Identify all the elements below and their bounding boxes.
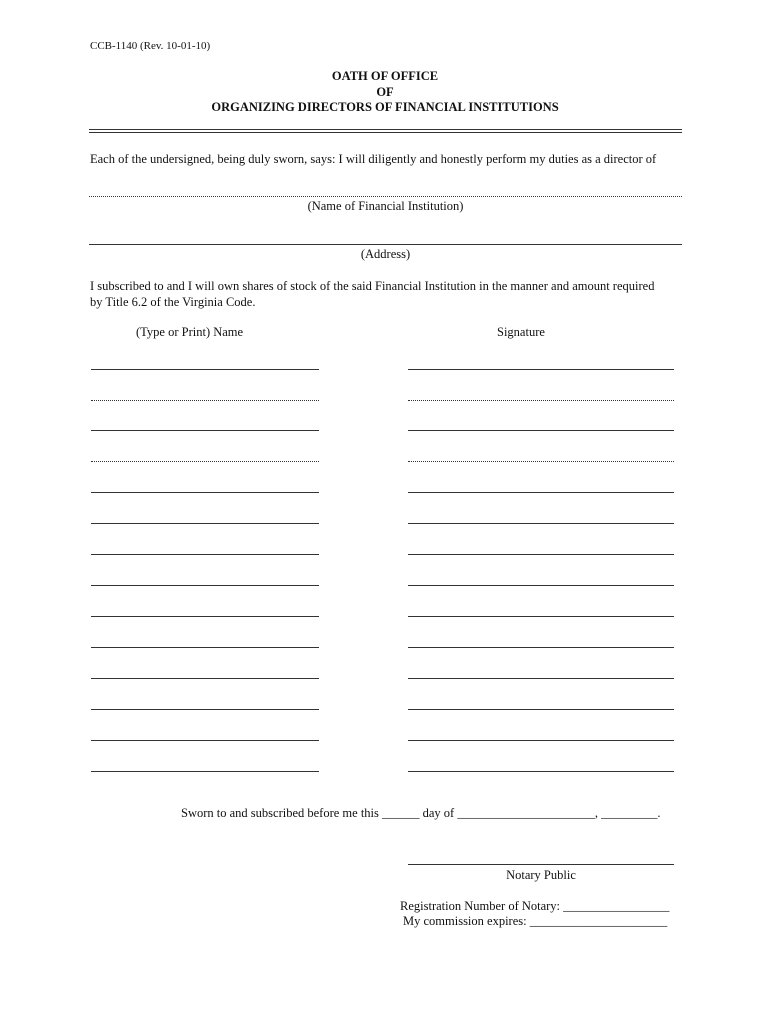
name-line[interactable]: [91, 369, 319, 370]
institution-name-label: (Name of Financial Institution): [307, 199, 464, 213]
name-line[interactable]: [91, 554, 319, 555]
notary-commission: My commission expires: ______________________: [403, 914, 668, 928]
title-divider: [89, 129, 682, 130]
title-line-2: OF: [376, 85, 394, 99]
name-line[interactable]: [91, 461, 319, 462]
notary-registration: Registration Number of Notary: _________________: [400, 899, 670, 913]
signature-line[interactable]: [408, 647, 674, 648]
signature-line[interactable]: [408, 709, 674, 710]
signature-line[interactable]: [408, 523, 674, 524]
signature-line[interactable]: [408, 585, 674, 586]
subscription-text-1: I subscribed to and I will own shares of stock of the said Financial Institution in the manner and amount required: [90, 279, 655, 293]
signature-line[interactable]: [408, 616, 674, 617]
name-line[interactable]: [91, 709, 319, 710]
signature-line[interactable]: [408, 771, 674, 772]
notary-public-label: Notary Public: [506, 868, 576, 882]
form-id: CCB-1140 (Rev. 10-01-10): [90, 40, 211, 52]
title-line-3: ORGANIZING DIRECTORS OF FINANCIAL INSTITUTIONS: [211, 100, 559, 114]
signature-line[interactable]: [408, 678, 674, 679]
oath-intro: Each of the undersigned, being duly sworn, says: I will diligently and honestly perform my duties as a director of: [90, 152, 657, 166]
signature-line[interactable]: [408, 554, 674, 555]
title-line-1: OATH OF OFFICE: [331, 69, 439, 83]
name-line[interactable]: [91, 678, 319, 679]
notary-signature-line[interactable]: [408, 864, 674, 865]
sworn-statement: Sworn to and subscribed before me this ______ day of ______________________, _________.: [181, 806, 661, 820]
address-label: (Address): [360, 247, 411, 261]
name-line[interactable]: [91, 740, 319, 741]
signature-line[interactable]: [408, 740, 674, 741]
signature-line[interactable]: [408, 492, 674, 493]
signature-line[interactable]: [408, 400, 674, 401]
name-line[interactable]: [91, 400, 319, 401]
institution-name-line[interactable]: [89, 196, 682, 197]
address-line[interactable]: [89, 244, 682, 245]
name-line[interactable]: [91, 616, 319, 617]
name-line[interactable]: [91, 430, 319, 431]
signature-line[interactable]: [408, 461, 674, 462]
signature-line[interactable]: [408, 430, 674, 431]
name-line[interactable]: [91, 771, 319, 772]
name-line[interactable]: [91, 492, 319, 493]
name-column-label: (Type or Print) Name: [136, 325, 244, 339]
name-line[interactable]: [91, 647, 319, 648]
signature-line[interactable]: [408, 369, 674, 370]
signature-column-label: Signature: [497, 325, 545, 339]
subscription-text-2: by Title 6.2 of the Virginia Code.: [90, 295, 256, 309]
name-line[interactable]: [91, 523, 319, 524]
title-divider-2: [89, 132, 682, 133]
name-line[interactable]: [91, 585, 319, 586]
